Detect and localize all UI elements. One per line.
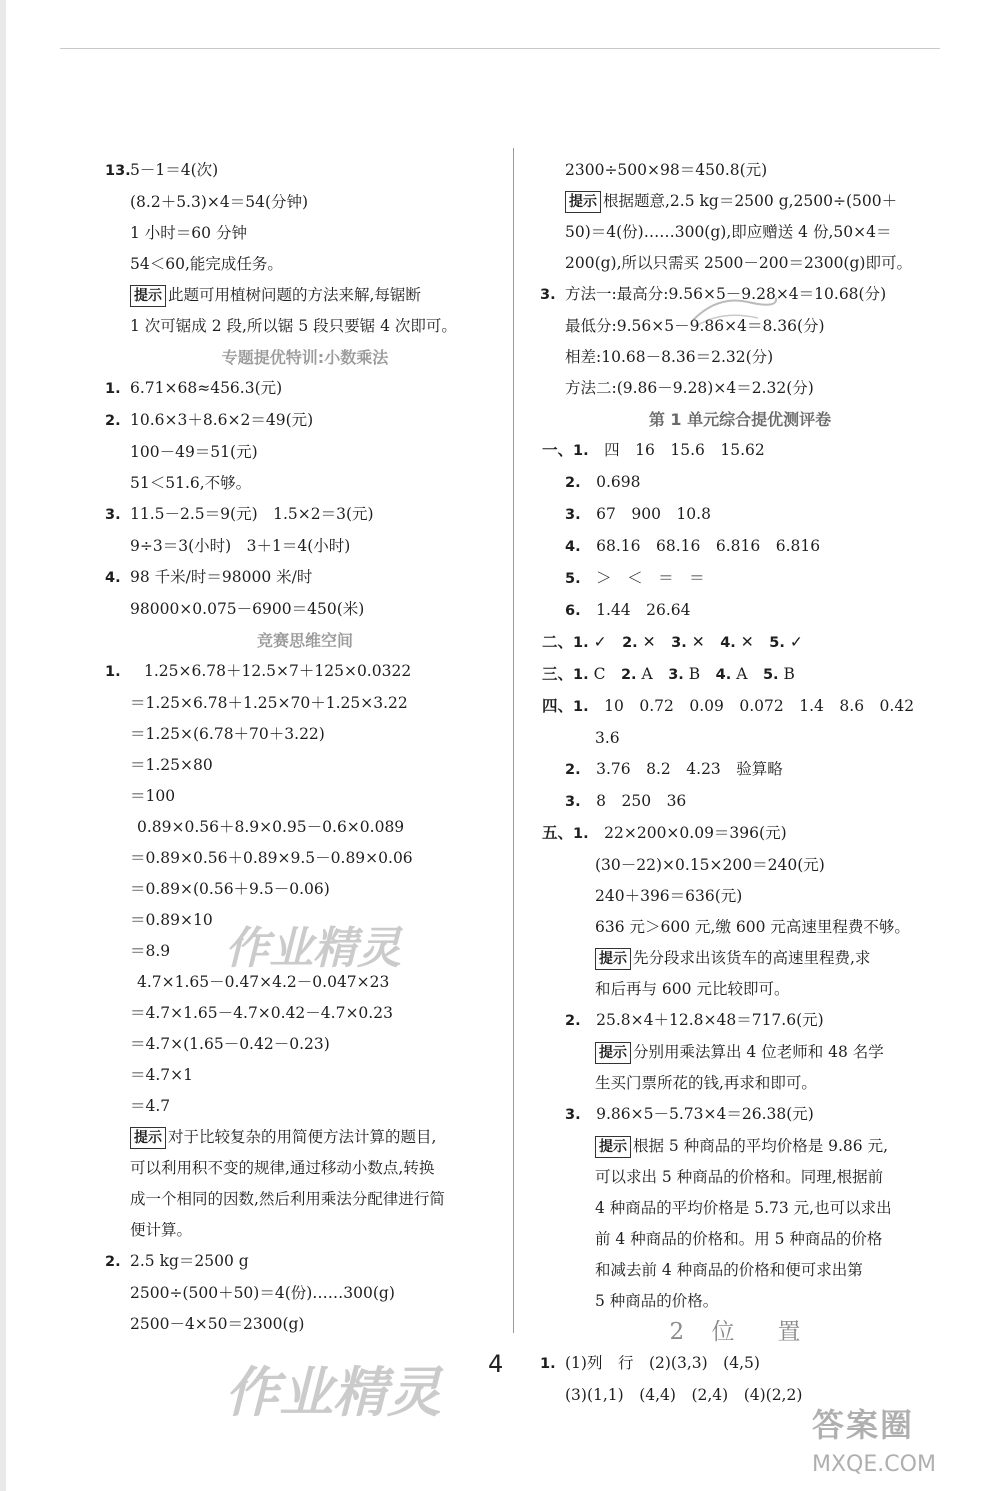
c2-line-4: ＝0.89×10 xyxy=(130,911,213,929)
c1-line-1: 1. 1.25×6.78＋12.5×7＋125×0.0322 xyxy=(105,662,412,680)
p5-line-4: 636 元＞600 元,缴 600 元高速里程费不够。 xyxy=(595,918,910,936)
right-column xyxy=(540,155,940,1411)
q13-tip-line-1: 提示 此题可用植树问题的方法来解,每锯断 xyxy=(105,280,505,311)
p5-tip-line-5: 提示 根据 5 种商品的平均价格是 9.86 元, xyxy=(540,1131,940,1162)
p5-line-5: 2. 25.8×4＋12.8×48＝717.6(元) xyxy=(565,1011,824,1029)
c2-line-3: ＝0.89×(0.56＋9.5－0.06) xyxy=(130,880,330,898)
section-title-competition: 竞赛思维空间 xyxy=(256,631,353,650)
watermark-mid: 作业精灵 xyxy=(225,923,401,974)
c1-line-4: ＝1.25×80 xyxy=(130,756,213,774)
p5-line-1: 五、1. 22×200×0.09＝396(元) xyxy=(542,824,787,842)
p5-tip-line-3: 提示 分别用乘法算出 4 位老师和 48 名学 xyxy=(540,1037,940,1068)
r3-line-4: 方法二:(9.86－9.28)×4＝2.32(分) xyxy=(565,379,814,397)
p1-answer-1: 一、1. 四 16 15.6 15.62 xyxy=(542,441,765,459)
q13-line-3: 1 小时＝60 分钟 xyxy=(130,224,247,242)
stamp-icon xyxy=(688,290,778,330)
p5-tip-line-1: 提示 先分段求出该货车的高速里程费,求 xyxy=(540,943,940,974)
brand-logo xyxy=(812,1400,987,1477)
s1-line-7: 4. 98 千米/时＝98000 米/时 xyxy=(105,568,313,586)
q13-tip-line-2: 1 次可锯成 2 段,所以锯 5 段只要锯 4 次即可。 xyxy=(130,317,457,335)
c2b-line-2: 2500÷(500＋50)＝4(份)……300(g) xyxy=(130,1284,395,1302)
p5-line-3: 240＋396＝636(元) xyxy=(595,887,743,905)
tip-label: 提示 xyxy=(130,285,166,307)
s1-line-3: 100－49＝51(元) xyxy=(130,443,258,461)
p1-answer-5: 5. ＞ ＜ ＝ ＝ xyxy=(565,569,705,587)
p4-answer-2: 2. 3.76 8.2 4.23 验算略 xyxy=(565,760,783,778)
p4-answer-1b: 3.6 xyxy=(595,729,620,747)
q13-line-4: 54＜60,能完成任务。 xyxy=(130,255,283,273)
r3-line-1: 3. 方法一:最高分:9.56×5－9.28×4＝10.68(分) xyxy=(540,285,887,303)
r3-line-3: 相差:10.68－8.36＝2.32(分) xyxy=(565,348,774,366)
r3-line-2: 最低分:9.56×5－9.86×4＝8.36(分) xyxy=(565,317,825,335)
p1-answer-4: 4. 68.16 68.16 6.816 6.816 xyxy=(565,537,821,555)
p1-answer-6: 6. 1.44 26.64 xyxy=(565,601,691,619)
page-number: 4 xyxy=(488,1350,504,1378)
c1-line-5: ＝100 xyxy=(130,787,176,805)
brand-site: MXQE.COM xyxy=(812,1452,936,1477)
tip-label: 提示 xyxy=(595,948,631,970)
r-tip-line-1: 提示 根据题意,2.5 kg＝2500 g,2500÷(500＋ xyxy=(540,186,940,217)
p1-answer-2: 2. 0.698 xyxy=(565,473,641,491)
r-tip-line-2: 50)＝4(份)……300(g),即应赠送 4 份,50×4＝ xyxy=(565,223,892,241)
c-tip-line-2: 可以利用积不变的规律,通过移动小数点,转换 xyxy=(130,1159,435,1177)
c-tip-line-1: 提示 对于比较复杂的用简便方法计算的题目, xyxy=(105,1122,505,1153)
s1-line-8: 98000×0.075－6900＝450(米) xyxy=(130,600,365,618)
watermark-bottom: 作业精灵 xyxy=(225,1360,441,1424)
r-line-1: 2300÷500×98＝450.8(元) xyxy=(565,161,768,179)
p5-tip-line-2: 和后再与 600 元比较即可。 xyxy=(595,980,790,998)
p5-tip-line-10: 5 种商品的价格。 xyxy=(595,1292,719,1310)
top-rule xyxy=(60,48,940,49)
section-title-unit1-test: 第 1 单元综合提优测评卷 xyxy=(648,410,832,429)
tip-label: 提示 xyxy=(130,1127,166,1149)
p5-tip-line-8: 前 4 种商品的价格和。用 5 种商品的价格 xyxy=(595,1230,883,1248)
q13-line-1: 13.5－1＝4(次) xyxy=(105,161,219,179)
q13-line-2: (8.2＋5.3)×4＝54(分钟) xyxy=(130,193,309,211)
c3-line-5: ＝4.7 xyxy=(130,1097,171,1115)
p5-line-2: (30－22)×0.15×200＝240(元) xyxy=(595,856,825,874)
w1-line-1: 1. (1)列 行 (2)(3,3) (4,5) xyxy=(540,1354,760,1372)
c2-line-1: 0.89×0.56＋8.9×0.95－0.6×0.089 xyxy=(137,818,405,836)
tip-label: 提示 xyxy=(595,1136,631,1158)
section-title-decimal-multiplication: 专题提优特训:小数乘法 xyxy=(221,348,389,367)
p5-tip-line-7: 4 种商品的平均价格是 5.73 元,也可以求出 xyxy=(595,1199,892,1217)
p4-answer-3: 3. 8 250 36 xyxy=(565,792,687,810)
p1-answer-3: 3. 67 900 10.8 xyxy=(565,505,711,523)
s1-line-5: 3. 11.5－2.5＝9(元) 1.5×2＝3(元) xyxy=(105,505,374,523)
c3-line-1: 4.7×1.65－0.47×4.2－0.047×23 xyxy=(137,973,390,991)
w1-line-2: (3)(1,1) (4,4) (2,4) (4)(2,2) xyxy=(565,1386,803,1404)
c2b-line-3: 2500－4×50＝2300(g) xyxy=(130,1315,305,1333)
s1-line-4: 51＜51.6,不够。 xyxy=(130,474,252,492)
c1-line-3: ＝1.25×(6.78＋70＋3.22) xyxy=(130,725,325,743)
p5-tip-line-9: 和减去前 4 种商品的价格和便可求出第 xyxy=(595,1261,863,1279)
p4-answer-1: 四、1. 10 0.72 0.09 0.072 1.4 8.6 0.42 xyxy=(542,697,915,715)
c-tip-line-4: 便计算。 xyxy=(130,1221,193,1239)
s1-line-2: 2. 10.6×3＋8.6×2＝49(元) xyxy=(105,411,314,429)
s1-line-6: 9÷3＝3(小时) 3＋1＝4(小时) xyxy=(130,537,351,555)
p5-tip-line-4: 生买门票所花的钱,再求和即可。 xyxy=(595,1074,817,1092)
p5-line-6: 3. 9.86×5－5.73×4＝26.38(元) xyxy=(565,1105,814,1123)
left-column xyxy=(105,155,505,1340)
c1-line-2: ＝1.25×6.78＋1.25×70＋1.25×3.22 xyxy=(130,694,408,712)
c3-line-2: ＝4.7×1.65－4.7×0.42－4.7×0.23 xyxy=(130,1004,393,1022)
c3-line-3: ＝4.7×(1.65－0.42－0.23) xyxy=(130,1035,330,1053)
tip-label: 提示 xyxy=(595,1042,631,1064)
column-divider xyxy=(513,148,514,1333)
c2-line-5: ＝8.9 xyxy=(130,942,171,960)
c2-line-2: ＝0.89×0.56＋0.89×9.5－0.89×0.06 xyxy=(130,849,413,867)
p2-answers: 二、1. ✓ 2. ✕ 3. ✕ 4. ✕ 5. ✓ xyxy=(542,633,803,651)
r-tip-line-3: 200(g),所以只需买 2500－200＝2300(g)即可。 xyxy=(565,254,912,272)
p3-answers: 三、1. C 2. A 3. B 4. A 5. B xyxy=(542,665,795,683)
brand-name: 答案圈 xyxy=(812,1406,915,1444)
p5-tip-line-6: 可以求出 5 种商品的价格和。同理,根据前 xyxy=(595,1168,884,1186)
c-tip-line-3: 成一个相同的因数,然后利用乘法分配律进行简 xyxy=(130,1190,445,1208)
scan-edge-shade xyxy=(0,0,6,1491)
section-title-position: 2 位 置 xyxy=(669,1319,811,1345)
s1-line-1: 1. 6.71×68≈456.3(元) xyxy=(105,379,283,397)
c3-line-4: ＝4.7×1 xyxy=(130,1066,193,1084)
c2b-line-1: 2. 2.5 kg＝2500 g xyxy=(105,1252,249,1270)
tip-label: 提示 xyxy=(565,191,601,213)
